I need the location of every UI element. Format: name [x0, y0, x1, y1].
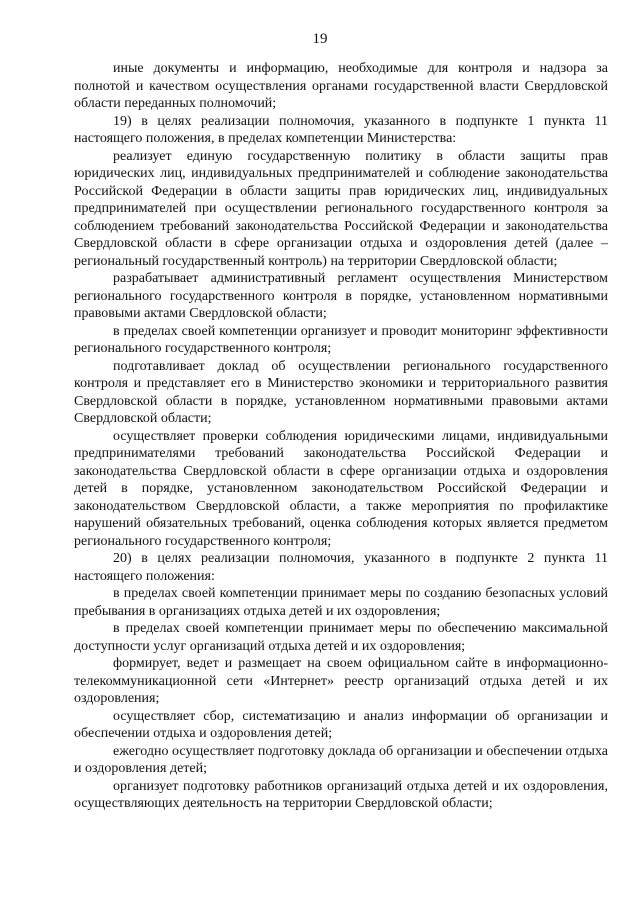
document-body — [74, 60, 608, 813]
paragraph: в пределах своей компетенции принимает меры по созданию безопасных условий пребывания в организациях отдыха детей и их оздоровления; — [74, 586, 608, 619]
paragraph: реализует единую государственную политику в области защиты прав юридических лиц, индивидуальных предпринимателей и соблюдение законодательства Российской Федерации в области защиты прав юридических лиц, индивидуальных предпринимателей при осуществлении регионального государственного контроля за соблюдением требований законодательства Российской Федерации и законодательства Свердловской области в сфере организации отдыха и оздоровления детей (далее – региональный государственный контроль) на территории Свердловской области; — [74, 148, 608, 269]
paragraph: 19) в целях реализации полномочия, указанного в подпункте 1 пункта 11 настоящего положения, в пределах компетенции Министерства: — [74, 113, 608, 146]
paragraph: иные документы и информацию, необходимые для контроля и надзора за полнотой и качеством осуществления органами государственной власти Свердловской области переданных полномочий; — [74, 61, 608, 111]
paragraph: 20) в целях реализации полномочия, указанного в подпункте 2 пункта 11 настоящего положения: — [74, 551, 608, 584]
paragraph: формирует, ведет и размещает на своем официальном сайте в информационно-телекоммуникационной сети «Интернет» реестр организаций отдыха детей и их оздоровления; — [74, 656, 608, 706]
paragraph: осуществляет сбор, систематизацию и анализ информации об организации и обеспечении отдыха и оздоровления детей; — [74, 708, 608, 741]
paragraph: подготавливает доклад об осуществлении регионального государственного контроля и представляет его в Министерство экономики и территориального развития Свердловской области в порядке, установленном нормативными правовыми актами Свердловской области; — [74, 358, 608, 426]
paragraph: организует подготовку работников организаций отдыха детей и их оздоровления, осуществляющих деятельность на территории Свердловской области; — [74, 778, 608, 811]
page-number: 19 — [312, 31, 328, 47]
paragraph: в пределах своей компетенции принимает меры по обеспечению максимальной доступности услуг организаций отдыха детей и их оздоровления; — [74, 621, 608, 654]
paragraph: ежегодно осуществляет подготовку доклада об организации и обеспечении отдыха и оздоровления детей; — [74, 743, 608, 776]
paragraph: в пределах своей компетенции организует и проводит мониторинг эффективности регионального государственного контроля; — [74, 323, 608, 356]
paragraph: разрабатывает административный регламент осуществления Министерством регионального государственного контроля в порядке, установленном нормативными правовыми актами Свердловской области; — [74, 271, 608, 321]
paragraph: осуществляет проверки соблюдения юридическими лицами, индивидуальными предпринимателями требований законодательства Российской Федерации и законодательства Свердловской области в сфере организации отдыха и оздоровления детей в порядке, установленном законодательством Российской Федерации и законодательством Свердловской области, а также мероприятия по профилактике нарушений обязательных требований, оценка соблюдения которых является предметом регионального государственного контроля; — [74, 428, 608, 549]
